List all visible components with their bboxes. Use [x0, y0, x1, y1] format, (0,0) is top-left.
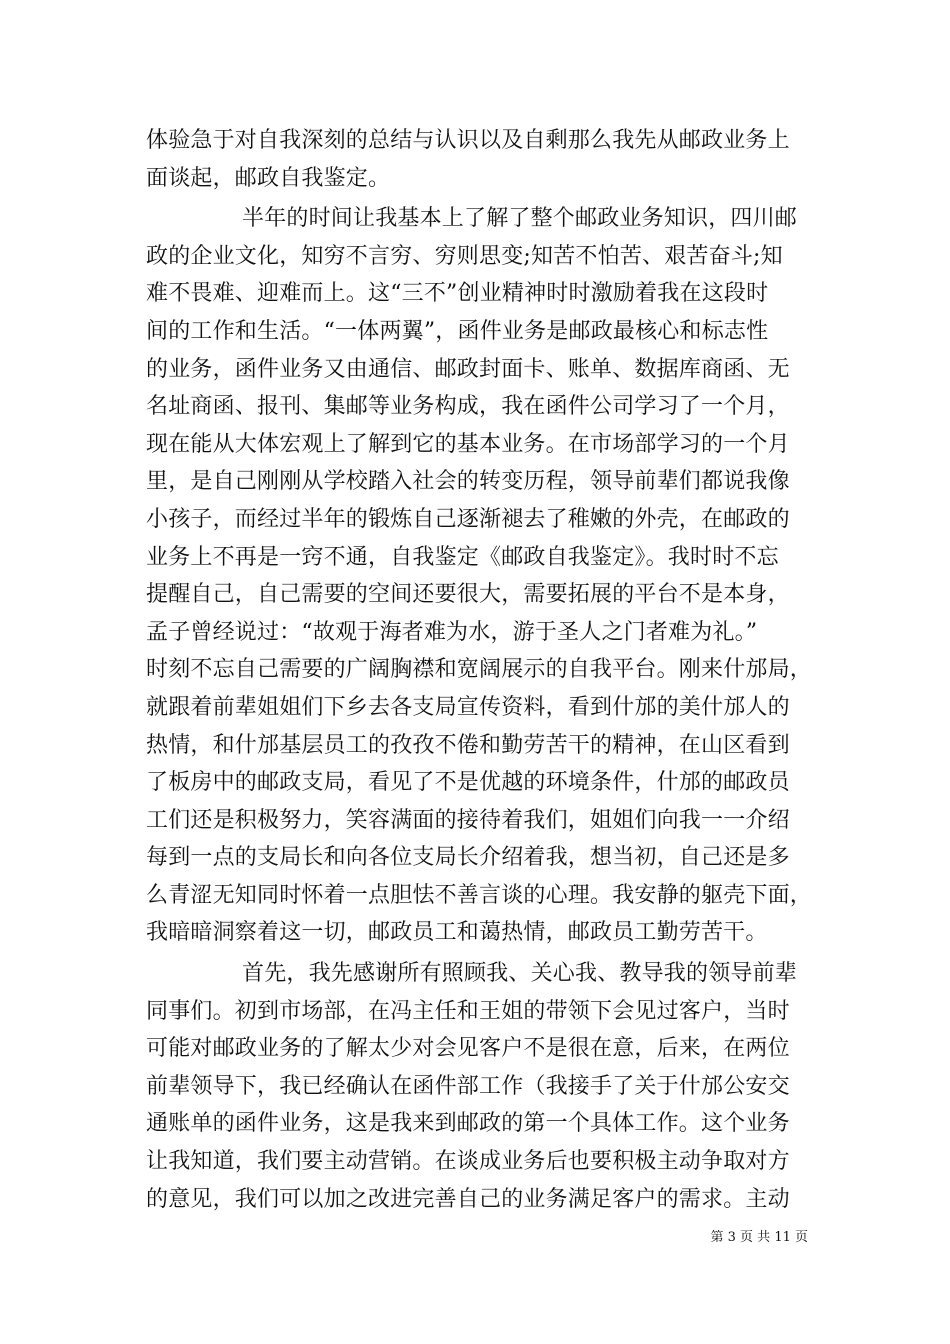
text-line: 提醒自己，自己需要的空间还要很大，需要拓展的平台不是本身， — [146, 582, 790, 608]
text-line: 我暗暗洞察着这一切，邮政员工和蔼热情，邮政员工勤劳苦干。 — [146, 920, 768, 946]
text-line: 孟子曾经说过：“故观于海者难为水，游于圣人之门者难为礼。” — [146, 619, 758, 645]
text-line: 么青涩无知同时怀着一点胆怯不善言谈的心理。我安静的躯壳下面， — [146, 882, 813, 908]
paragraph-start-line: 半年的时间让我基本上了解了整个邮政业务知识，四川邮 — [242, 206, 798, 232]
text-line: 热情，和什邡基层员工的孜孜不倦和勤劳苦干的精神，在山区看到 — [146, 732, 790, 758]
text-line: 小孩子，而经过半年的锻炼自己逐渐褪去了稚嫩的外壳，在邮政的 — [146, 506, 790, 532]
text-line: 就跟着前辈姐姐们下乡去各支局宣传资料，看到什邡的美什邡人的 — [146, 694, 790, 720]
text-line: 让我知道，我们要主动营销。在谈成业务后也要积极主动争取对方 — [146, 1149, 790, 1175]
text-line: 工们还是积极努力，笑容满面的接待着我们，姐姐们向我一一介绍 — [146, 807, 790, 833]
text-line: 难不畏难、迎难而上。这“三不”创业精神时时激励着我在这段时 — [146, 281, 769, 307]
text-line: 名址商函、报刊、集邮等业务构成，我在函件公司学习了一个月， — [146, 394, 790, 420]
text-line: 通账单的函件业务，这是我来到邮政的第一个具体工作。这个业务 — [146, 1111, 790, 1137]
text-line: 时刻不忘自己需要的广阔胸襟和宽阔展示的自我平台。刚来什邡局， — [146, 657, 813, 683]
text-line: 可能对邮政业务的了解太少对会见客户不是很在意，后来，在两位 — [146, 1036, 790, 1062]
text-line: 每到一点的支局长和向各位支局长介绍着我，想当初，自己还是多 — [146, 845, 790, 871]
text-line: 面谈起，邮政自我鉴定。 — [146, 165, 391, 191]
text-line: 里，是自己刚刚从学校踏入社会的转变历程，领导前辈们都说我像 — [146, 469, 790, 495]
text-line: 了板房中的邮政支局，看见了不是优越的环境条件，什邡的邮政员 — [146, 770, 790, 796]
text-line: 间的工作和生活。“一体两翼”，函件业务是邮政最核心和标志性 — [146, 318, 769, 344]
text-line: 体验急于对自我深刻的总结与认识以及自剩那么我先从邮政业务上 — [146, 128, 790, 153]
paragraph-start-line: 首先，我先感谢所有照顾我、关心我、教导我的领导前辈 — [242, 961, 798, 987]
text-line: 政的企业文化，知穷不言穷、穷则思变;知苦不怕苦、艰苦奋斗;知 — [146, 243, 783, 269]
page-number-footer: 第 3 页 共 11 页 — [710, 1230, 808, 1245]
text-line: 业务上不再是一窍不通，自我鉴定《邮政自我鉴定》。我时时不忘 — [146, 544, 779, 570]
text-line: 现在能从大体宏观上了解到它的基本业务。在市场部学习的一个月 — [146, 431, 790, 457]
body-text — [146, 122, 813, 1218]
text-line: 的业务，函件业务又由通信、邮政封面卡、账单、数据库商函、无 — [146, 356, 790, 382]
text-line: 同事们。初到市场部，在冯主任和王姐的带领下会见过客户，当时 — [146, 998, 790, 1024]
text-line: 前辈领导下，我已经确认在函件部工作（我接手了关于什邡公安交 — [146, 1073, 790, 1099]
text-line: 的意见，我们可以加之改进完善自己的业务满足客户的需求。主动 — [146, 1186, 790, 1212]
